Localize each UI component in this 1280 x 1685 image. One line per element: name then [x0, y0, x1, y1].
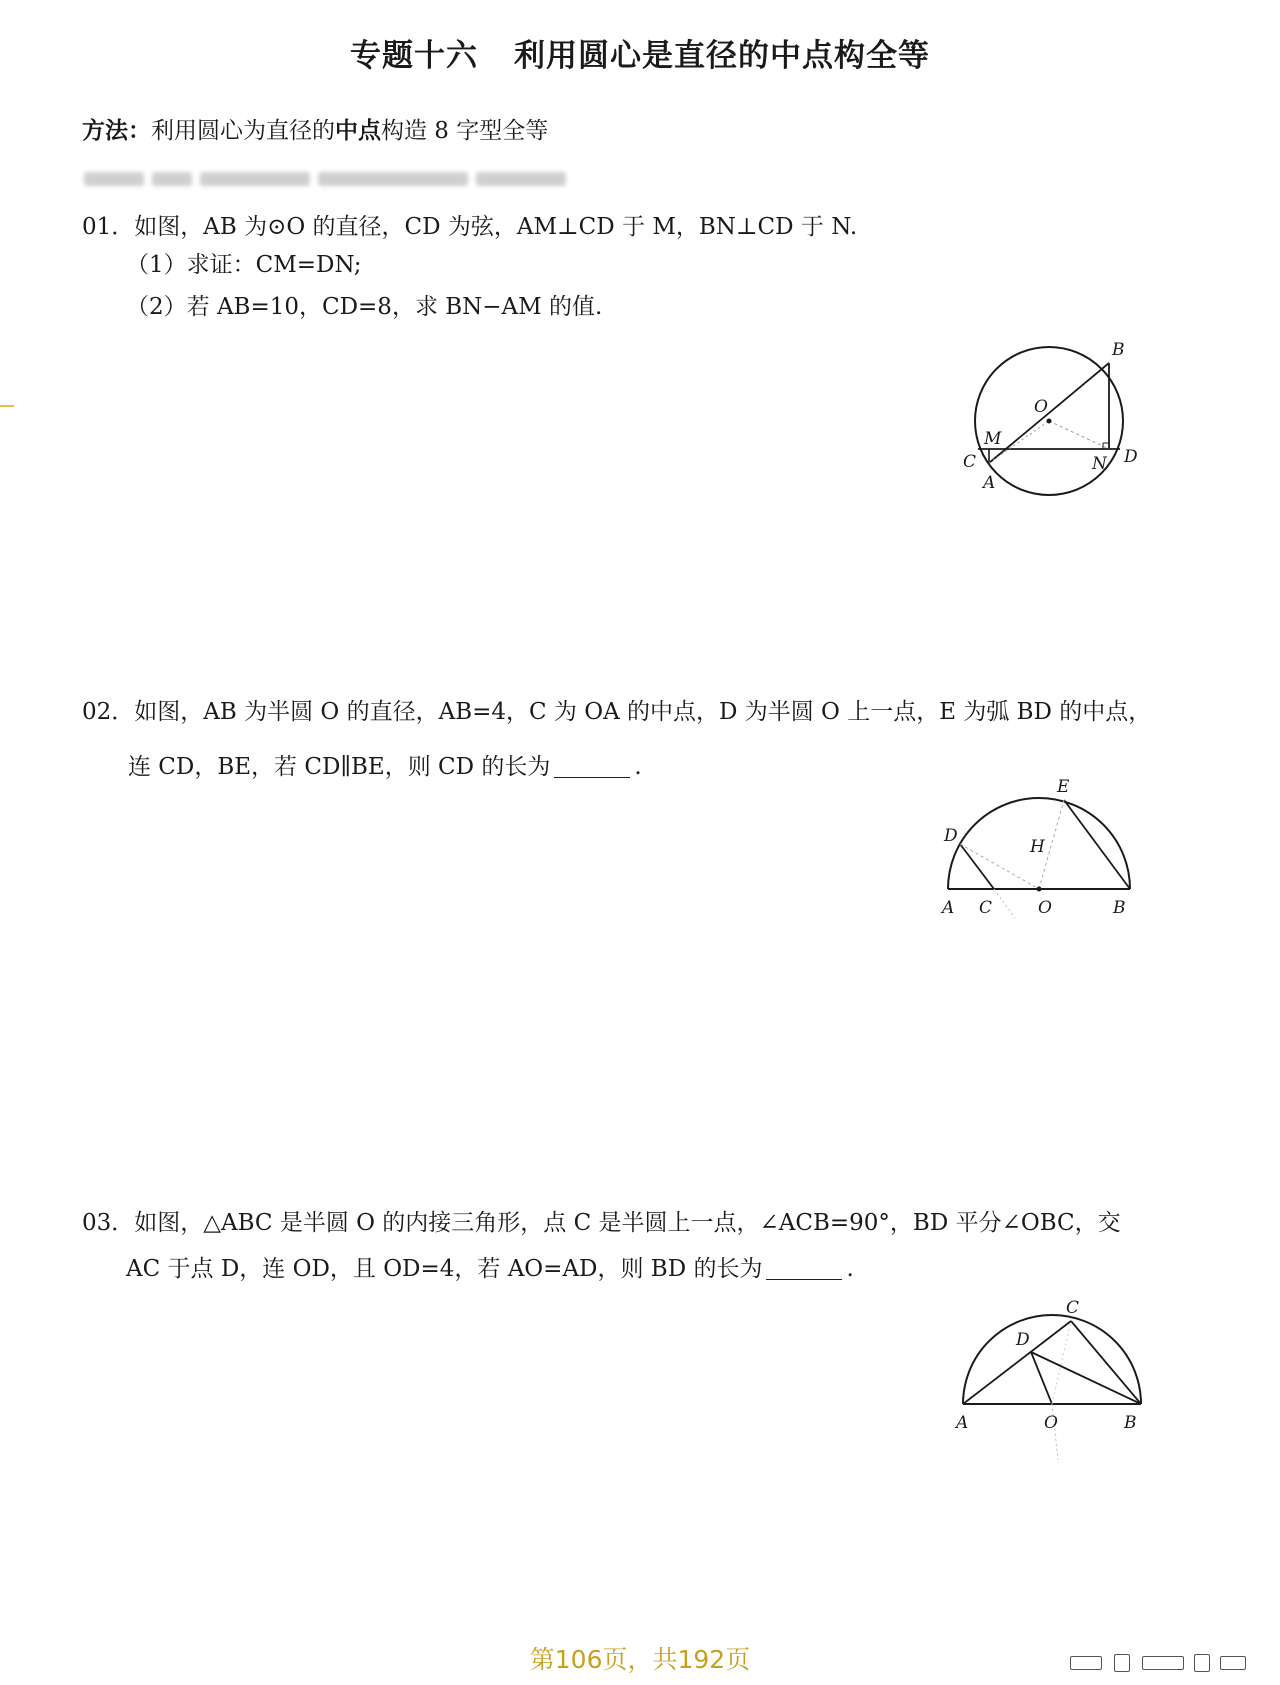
problem-3-stem-line-2 [126, 1254, 854, 1284]
problem-1-label-a: A [983, 473, 996, 493]
method-text-b: 中点 [335, 117, 381, 144]
problem-3-label-d: D [1016, 1330, 1030, 1350]
title-topic-number: 专题十六 [350, 38, 478, 74]
faded-text-strip [84, 168, 624, 192]
method-text-a: 利用圆心为直径的 [151, 118, 335, 144]
problem-1-label-b: B [1112, 340, 1125, 360]
problem-3-label-o: O [1044, 1413, 1058, 1433]
edge-mark [0, 405, 14, 407]
page-number: 第106页，共192页 [529, 1645, 751, 1674]
viewer-toolbar [1070, 1650, 1250, 1674]
problem-3-text-1: 如图，△ABC 是半圆 O 的内接三角形，点 C 是半圆上一点，∠ACB=90°，BD 平分∠OBC，交 [134, 1210, 1121, 1236]
method-text-c: 构造 8 字型全等 [381, 118, 549, 144]
toolbar-mark-2[interactable] [1114, 1654, 1130, 1672]
problem-2-label-d: D [944, 826, 958, 846]
problem-1-part-2: （2）若 AB=10，CD=8，求 BN−AM 的值. [126, 294, 603, 320]
problem-2-label-h: H [1030, 837, 1045, 857]
toolbar-mark-4[interactable] [1194, 1654, 1210, 1672]
method-line [82, 116, 548, 146]
problem-3-answer-blank[interactable] [766, 1259, 842, 1280]
problem-2-label-e: E [1057, 777, 1070, 797]
method-label: 方法： [82, 118, 151, 144]
problem-2-stem-line-2 [128, 752, 642, 782]
toolbar-mark-1[interactable] [1070, 1656, 1102, 1670]
problem-2-label-b: B [1113, 898, 1126, 918]
problem-3-label-a: A [956, 1413, 969, 1433]
problem-1-number: 01． [82, 214, 135, 240]
problem-2-answer-blank[interactable] [554, 757, 630, 778]
toolbar-mark-5[interactable] [1220, 1656, 1246, 1670]
problem-3-stem-line-1 [82, 1208, 1121, 1238]
problem-2-text-1: 如图，AB 为半圆 O 的直径，AB=4，C 为 OA 的中点，D 为半圆 O 上一点，E 为弧 BD 的中点， [134, 699, 1152, 725]
problem-2-stem-line-1 [82, 697, 1151, 727]
problem-1-text: 如图，AB 为⊙O 的直径，CD 为弦，AM⊥CD 于 M，BN⊥CD 于 N. [134, 214, 858, 240]
problem-1-figure [960, 340, 1140, 500]
problem-3-label-b: B [1124, 1413, 1137, 1433]
problem-1-label-c: C [963, 452, 977, 472]
problem-1-label-m: M [984, 429, 1002, 449]
toolbar-mark-3[interactable] [1142, 1656, 1184, 1670]
page-title [0, 30, 1280, 75]
problem-2-text-3: . [634, 754, 642, 780]
problem-3-text-3: . [846, 1256, 854, 1282]
problem-2-number: 02． [82, 699, 135, 725]
title-topic-name: 利用圆心是直径的中点构全等 [514, 38, 930, 74]
problem-2-figure [935, 777, 1145, 920]
problem-3-label-c: C [1066, 1298, 1080, 1318]
problem-1-label-d: D [1124, 447, 1138, 467]
problem-3-text-2: AC 于点 D，连 OD，且 OD=4，若 AO=AD，则 BD 的长为 [126, 1256, 763, 1282]
problem-2-label-c: C [979, 898, 993, 918]
problem-1-label-o: O [1034, 397, 1048, 417]
problem-1-label-n: N [1092, 454, 1107, 474]
problem-1-stem [82, 212, 857, 242]
problem-1-part-1: （1）求证：CM=DN; [126, 252, 362, 278]
problem-2-label-o: O [1038, 898, 1052, 918]
problem-3-figure [948, 1300, 1148, 1460]
problem-3-number: 03． [82, 1210, 135, 1236]
problem-2-label-a: A [942, 898, 955, 918]
problem-2-text-2: 连 CD，BE，若 CD∥BE，则 CD 的长为 [128, 754, 551, 780]
